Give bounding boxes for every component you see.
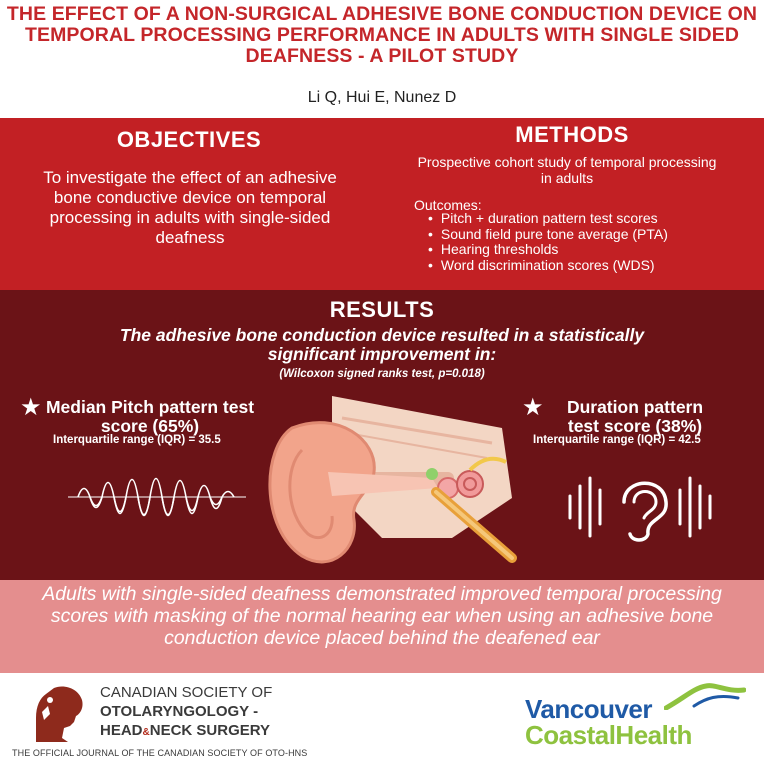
csohn-logo-icon xyxy=(30,682,90,746)
csohn-journal: THE OFFICIAL JOURNAL OF THE CANADIAN SOCIETY OF OTO-HNS xyxy=(12,748,308,758)
vch-logo-coastalhealth: CoastalHealth xyxy=(525,720,692,750)
objectives-text: To investigate the effect of an adhesive bone conductive device on temporal processing in adults with single-sided deafness xyxy=(43,168,337,247)
results-summary: The adhesive bone conduction device resulted in a statistically significant improvement in: xyxy=(119,325,645,364)
outcomes-label: Outcomes: xyxy=(414,197,482,213)
csohn-ampersand: & xyxy=(142,727,150,738)
csohn-line-1: CANADIAN SOCIETY OF xyxy=(100,684,273,701)
pitch-result-title: Median Pitch pattern test score (65%) xyxy=(45,397,255,436)
conclusion-text: Adults with single-sided deafness demonstrated improved temporal processing scores with masking of the normal hearing ear when using an adhesive bone conduction device placed behind the deafened ear xyxy=(42,583,722,649)
sound-wave-icon xyxy=(68,458,246,536)
csohn-line-2: OTOLARYNGOLOGY - xyxy=(100,703,259,720)
vch-logo-vancouver: Vancouver xyxy=(525,694,653,724)
results-heading: RESULTS xyxy=(329,297,435,322)
outcome-item: • Word discrimination scores (WDS) xyxy=(428,258,668,274)
duration-result-title: Duration pattern test score (38%) xyxy=(566,397,704,436)
pitch-result-iqr: Interquartile range (IQR) = 35.5 xyxy=(53,434,221,446)
outcome-item: • Sound field pure tone average (PTA) xyxy=(428,227,668,243)
methods-text: Prospective cohort study of temporal processing in adults xyxy=(417,154,717,186)
csohn-line-3 xyxy=(100,722,270,739)
star-icon: ★ xyxy=(20,394,42,421)
mountain-logo-icon xyxy=(664,680,746,710)
objectives-heading: OBJECTIVES xyxy=(116,127,262,152)
outcome-item: • Hearing thresholds xyxy=(428,242,668,258)
ear-anatomy-illustration xyxy=(262,388,524,580)
csohn-head: HEAD xyxy=(100,722,143,739)
csohn-neck-surgery: NECK SURGERY xyxy=(149,722,271,739)
methods-heading: METHODS xyxy=(515,122,629,147)
results-test: (Wilcoxon signed ranks test, p=0.018) xyxy=(279,368,485,380)
duration-result-iqr: Interquartile range (IQR) = 42.5 xyxy=(533,434,701,446)
outcomes-list xyxy=(428,211,668,273)
star-icon: ★ xyxy=(522,394,544,421)
page-title: THE EFFECT OF A NON-SURGICAL ADHESIVE BONE CONDUCTION DEVICE ON TEMPORAL PROCESSING PERFORMANCE IN ADULTS WITH SINGLE SIDED DEAFNESS - A PILOT STUDY xyxy=(6,3,758,67)
outcome-item: • Pitch + duration pattern test scores xyxy=(428,211,668,227)
authors: Li Q, Hui E, Nunez D xyxy=(307,89,457,106)
ear-sound-icon xyxy=(566,472,716,542)
